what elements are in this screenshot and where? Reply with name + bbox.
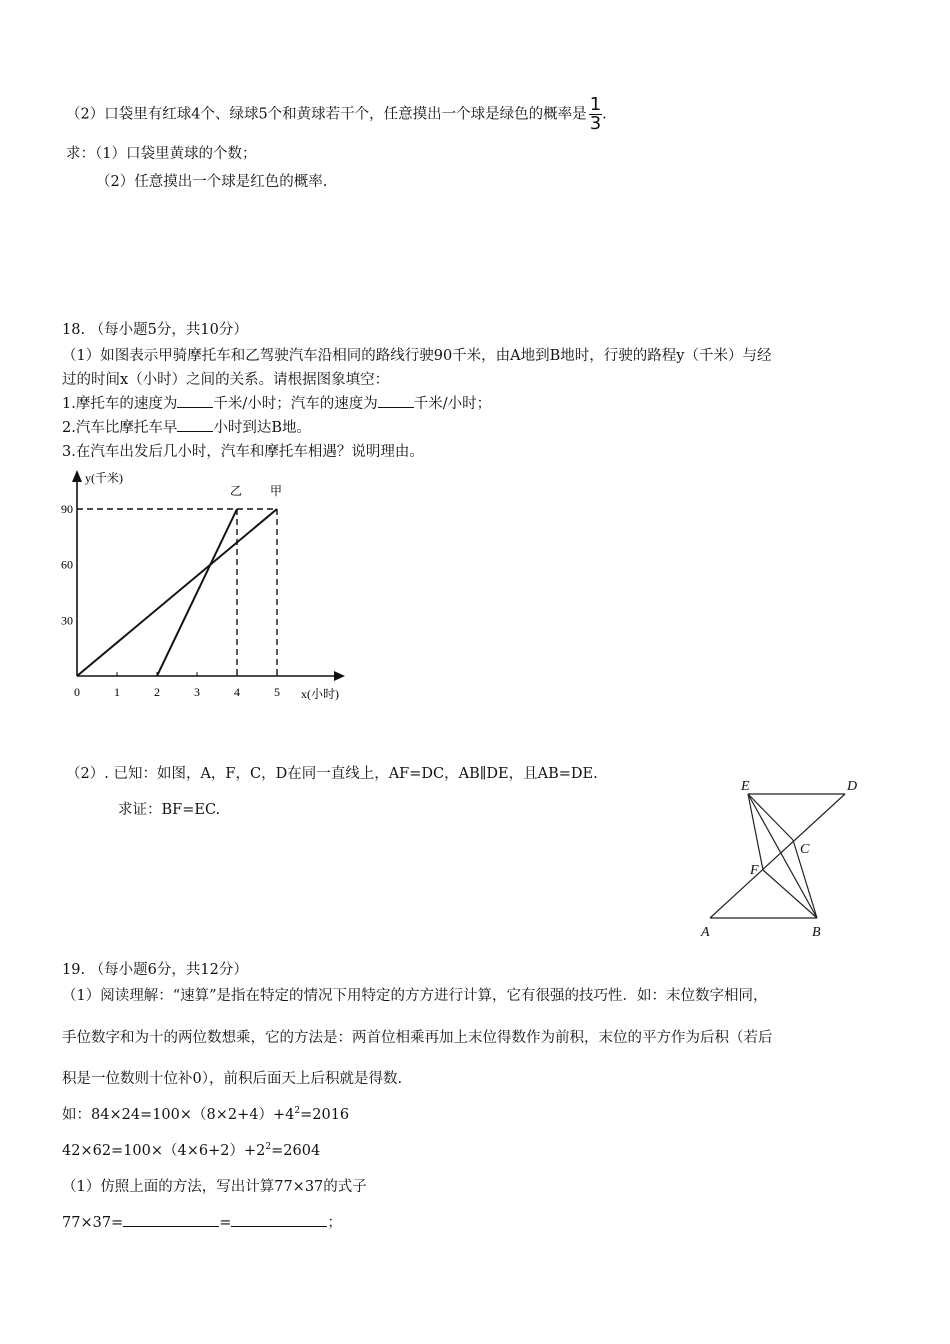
point-label-B: B — [812, 925, 821, 940]
answer-blank-1 — [123, 1212, 219, 1227]
segment-EC — [748, 794, 793, 840]
point-label-E: E — [741, 779, 750, 794]
x-tick-label: 2 — [154, 685, 160, 699]
q17-2-text: （2）口袋里有红球4个、绿球5个和黄球若干个，任意摸出一个球是绿色的概率是 — [66, 106, 587, 123]
example2-result: =2604 — [271, 1143, 321, 1159]
chart-axes — [72, 470, 345, 701]
item1-part-a: 1.摩托车的速度为 — [62, 396, 178, 412]
example2-text: 42×62=100×（4×6+2）+2 — [62, 1143, 266, 1159]
geometry-figure — [695, 772, 875, 942]
y-tick-label: 90 — [61, 502, 73, 516]
y-tick-label: 30 — [61, 613, 73, 628]
item1-part-b: 千米/小时；汽车的速度为 — [213, 396, 378, 412]
q18-header: 18. （每小题5分，共10分） — [62, 322, 248, 338]
example2-exponent: 2 — [265, 1142, 272, 1153]
blank-earlier-hours — [177, 417, 213, 432]
q18-2-prove: 求证：BF=EC. — [118, 802, 221, 818]
fraction-numerator: 1 — [589, 94, 602, 115]
line-AD — [710, 794, 845, 918]
q18-item3: 3.在汽车出发后几小时，汽车和摩托车相遇？说明理由。 — [62, 444, 424, 460]
x-axis-arrow — [334, 671, 345, 681]
blank-car-speed — [378, 393, 414, 408]
point-label-C: C — [800, 842, 810, 857]
q19-intro2: 手位数字和为十的两位数想乘，它的方法是：两首位相乘再加上末位得数作为前积，末位的平方作为后积（若后 — [62, 1030, 773, 1046]
q18-1-line2: 过的时间x（小时）之间的关系。请根据图象填空： — [62, 372, 390, 388]
q18-2-line: （2）. 已知：如图，A，F，C，D在同一直线上，AF=DC，AB∥DE，且AB=DE. — [66, 766, 598, 782]
x-tick-label: 5 — [274, 685, 280, 699]
q17-ask: 求：（1）口袋里黄球的个数； — [66, 146, 257, 162]
answer-prefix: 77×37= — [62, 1215, 124, 1231]
series-line-0 — [77, 509, 277, 676]
x-axis-label: x(小时) — [301, 687, 339, 701]
item1-part-c: 千米/小时； — [413, 396, 492, 412]
q19-intro3: 积是一位数则十位补0），前积后面天上后积就是得数. — [62, 1071, 403, 1087]
q19-header: 19. （每小题6分，共12分） — [62, 962, 248, 978]
y-axis-label: y(千米) — [85, 471, 123, 485]
q19-example1 — [62, 1103, 349, 1124]
answer-equals: = — [219, 1215, 232, 1231]
x-tick-label: 3 — [194, 685, 200, 699]
x-tick-label: 1 — [114, 685, 120, 699]
fraction-denominator: 3 — [589, 113, 602, 134]
x-tick-label: 0 — [74, 685, 80, 699]
example1-exponent: 2 — [294, 1106, 301, 1117]
distance-time-chart — [55, 462, 365, 712]
q17-2-line — [66, 96, 607, 133]
example1-result: =2016 — [300, 1107, 350, 1123]
item2-part-a: 2.汽车比摩托车早 — [62, 420, 178, 436]
q17-ask2: （2）任意摸出一个球是红色的概率. — [96, 174, 328, 190]
q19-task: （1）仿照上面的方法，写出计算77×37的式子 — [62, 1179, 367, 1195]
y-axis-arrow — [72, 470, 82, 482]
probability-fraction — [589, 96, 602, 133]
segment-FB — [763, 870, 817, 918]
q19-intro1: （1）阅读理解：“速算”是指在特定的情况下用特定的方方进行计算，它有很强的技巧性．如：末位数字相同， — [62, 988, 768, 1004]
blank-motorcycle-speed — [177, 393, 213, 408]
series-label-1: 乙 — [230, 484, 243, 498]
point-label-F: F — [750, 863, 759, 878]
segment-EF — [748, 794, 763, 870]
series-line-1 — [157, 509, 237, 676]
example1-text: 如：84×24=100×（8×2+4）+4 — [62, 1107, 295, 1123]
answer-blank-2 — [231, 1212, 327, 1227]
y-tick-label: 60 — [61, 557, 73, 572]
item2-part-b: 小时到达B地。 — [213, 420, 311, 436]
q18-1-line1: （1）如图表示甲骑摩托车和乙驾驶汽车沿相同的路线行驶90千米，由A地到B地时，行驶的路程y（千米）与经 — [62, 348, 772, 364]
point-label-D: D — [847, 779, 858, 794]
point-label-A: A — [701, 925, 710, 940]
q19-answer-line — [62, 1211, 342, 1232]
answer-end: ； — [327, 1215, 342, 1231]
q19-example2 — [62, 1139, 320, 1160]
series-label-0: 甲 — [270, 484, 283, 498]
q18-item1 — [62, 392, 491, 413]
x-tick-label: 4 — [234, 685, 240, 699]
q17-2-suffix: . — [602, 106, 607, 123]
q18-item2 — [62, 416, 311, 437]
